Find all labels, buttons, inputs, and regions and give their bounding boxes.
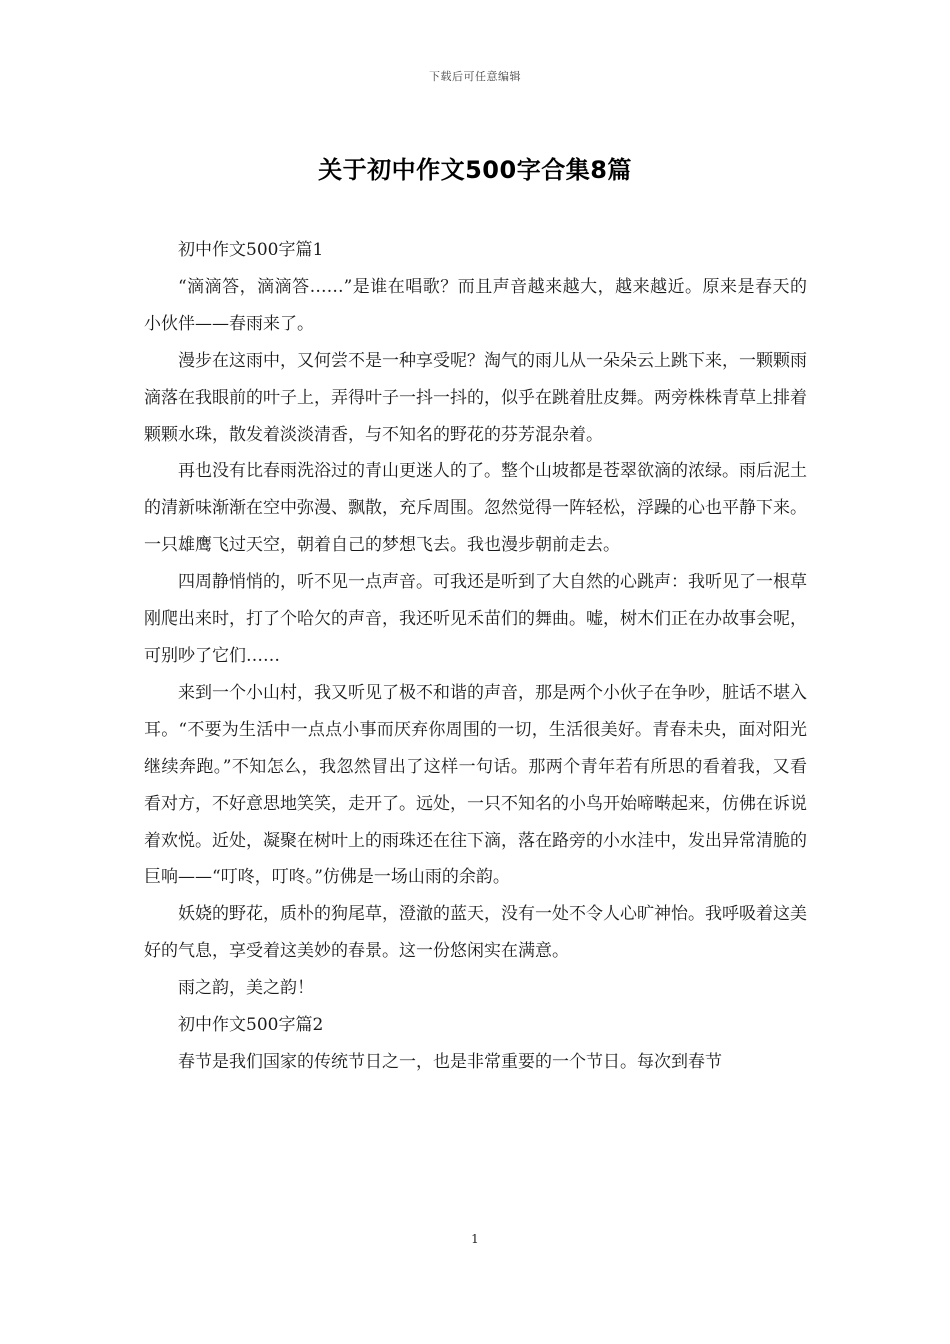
section-heading-2: 初中作文500字篇2 [178,1015,324,1036]
paragraph: 四周静悄悄的，听不见一点声音。可我还是听到了大自然的心跳声：我听见了一根草刚爬出来时，打了个哈欠的声音，我还听见禾苗们的舞曲。嘘，树木们正在办故事会呢，可别吵了它们…… [144,572,807,666]
paragraph: 雨之韵，美之韵！ [178,978,314,999]
paragraph: 再也没有比春雨洗浴过的青山更迷人的了。整个山坡都是苍翠欲滴的浓绿。雨后泥土的清新味渐渐在空中弥漫、飘散，充斥周围。忽然觉得一阵轻松，浮躁的心也平静下来。一只雄鹰飞过天空，朝着自己的梦想飞去。我也漫步朝前走去。 [144,461,807,556]
paragraph: 春节是我们国家的传统节日之一，也是非常重要的一个节日。每次到春节 [178,1051,722,1072]
document-title: 关于初中作文500字合集8篇 [318,156,632,184]
page-number: 1 [471,1232,479,1246]
paragraph: 来到一个小山村，我又听见了极不和谐的声音，那是两个小伙子在争吵，脏话不堪入耳。“不要为生活中一点点小事而厌弃你周围的一切，生活很美好。青春未央，面对阳光继续奔跑。”不知怎么，我忽然冒出了这样一句话。那两个青年若有所思的看着我，又看看对方，不好意思地笑笑，走开了。远处，一只不知名的小鸟开始啼啭起来，仿佛在诉说着欢悦。近处，凝聚在树叶上的雨珠还在往下滴，落在路旁的小水洼中，发出异常清脆的巨响——“叮咚，叮咚。”仿佛是一场山雨的余韵。 [144,682,807,888]
header-note: 下载后可任意编辑 [429,70,521,83]
paragraph: “滴滴答，滴滴答……”是谁在唱歌？而且声音越来越大，越来越近。原来是春天的小伙伴——春雨来了。 [144,276,807,334]
paragraph: 漫步在这雨中，又何尝不是一种享受呢？淘气的雨儿从一朵朵云上跳下来，一颗颗雨滴落在我眼前的叶子上，弄得叶子一抖一抖的，似乎在跳着肚皮舞。两旁株株青草上排着颗颗水珠，散发着淡淡清香，与不知名的野花的芬芳混杂着。 [144,350,807,445]
document-body [144,232,807,1081]
paragraph: 妖娆的野花，质朴的狗尾草，澄澈的蓝天，没有一处不令人心旷神怡。我呼吸着这美好的气息，享受着这美妙的春景。这一份悠闲实在满意。 [144,904,807,962]
section-heading-1: 初中作文500字篇1 [178,240,324,260]
